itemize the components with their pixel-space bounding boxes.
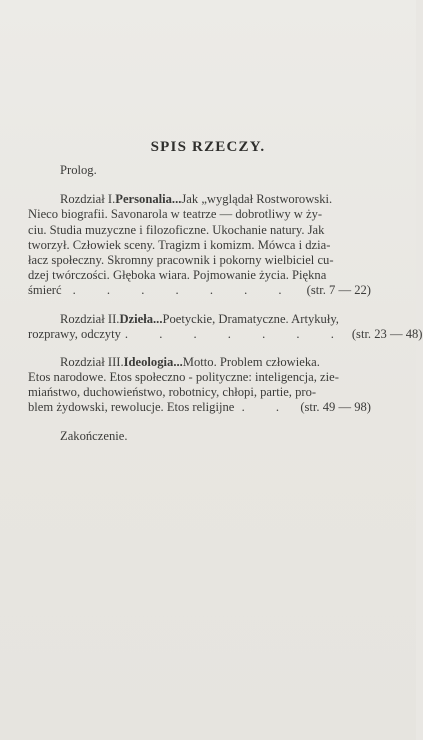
spacer [28,416,371,429]
chapter-3-line: Etos narodowe. Etos społeczno - polityczne: inteligencja, zie- [28,370,339,385]
toc-ending: Zakończenie. [60,428,128,443]
chapter-3-heading [28,355,371,370]
chapter-3-last-text: blem żydowski, rewolucje. Etos religijne [28,400,235,415]
page-title: SPIS RZECZY. [150,139,266,155]
chapter-3-title: Ideologia... [123,354,183,369]
spacer [28,342,371,355]
chapter-1-heading-rest: Jak „wyglądał Rostworowski. [181,192,333,207]
leader-dots: . . . . . . . [124,326,348,341]
chapter-1-line: dzej twórczości. Głęboka wiara. Pojmowanie życia. Piękna [28,268,327,283]
chapter-1-lead: Rozdział I. [60,192,116,207]
chapter-1-line: ciu. Studia muzyczne i filozoficzne. Ukochanie natury. Jak [28,222,325,237]
chapter-3-heading-rest: Motto. Problem człowieka. [182,354,320,369]
chapter-3-page-ref: (str. 49 — 98) [300,400,371,415]
chapter-1-line: Nieco biografii. Savonarola w teatrze — dobrotliwy w ży- [28,207,323,222]
chapter-1-line: łacz społeczny. Skromny pracownik i pokorny wielbiciel cu- [28,252,334,267]
toc-prolog: Prolog. [60,163,97,177]
chapter-2-heading-rest: Poetyckie, Dramatyczne. Artykuły, [162,311,339,326]
chapter-2-title: Dzieła... [119,311,163,326]
chapter-3-line: miaństwo, duchowieństwo, robotnicy, chłopi, partie, pro- [28,385,317,400]
leader-dots: . . [241,400,294,415]
table-of-contents [28,163,423,444]
chapter-2-page-ref: (str. 23 — 48) [351,326,423,341]
leader-dots: . . . . . . . [72,283,296,298]
toc-chapter-1 [28,192,371,298]
chapter-1-heading [28,192,371,207]
chapter-2-last-text: rozprawy, odczyty [28,326,121,341]
chapter-1-line: tworzył. Człowiek sceny. Tragizm i komizm. Mówca i dzia- [28,237,331,252]
chapter-3-lead: Rozdział III. [60,354,124,369]
chapter-1-last-line [28,283,371,298]
chapter-3-last-line [28,400,371,415]
chapter-1-page-ref: (str. 7 — 22) [306,283,371,298]
chapter-1-title: Personalia... [115,192,182,207]
chapter-2-last-line [28,326,423,342]
chapter-1-last-text: śmierć [28,283,62,298]
toc-chapter-2 [28,311,423,342]
spacer [28,299,371,312]
toc-chapter-3 [28,355,371,416]
chapter-2-heading [28,312,371,327]
spacer [28,178,371,192]
chapter-2-lead: Rozdział II. [60,311,120,326]
